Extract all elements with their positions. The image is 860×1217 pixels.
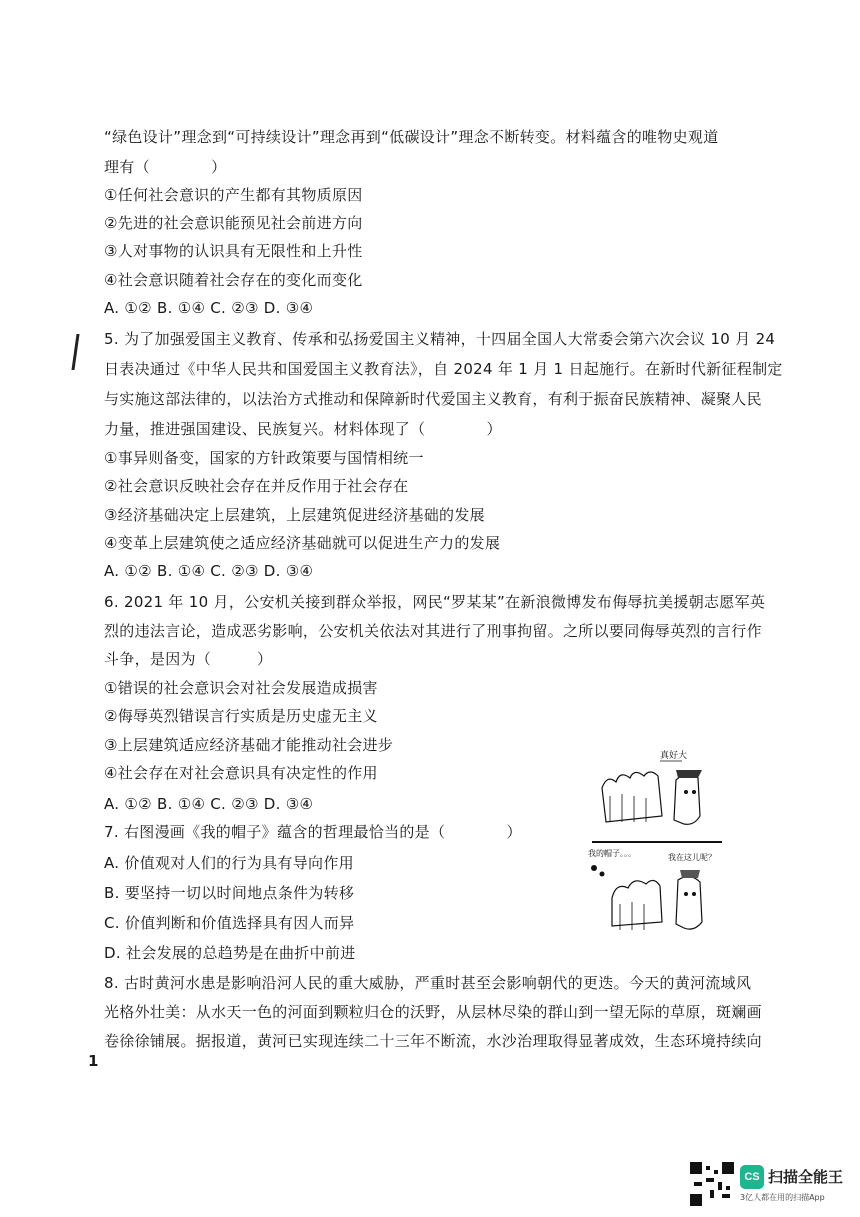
text-line: ①事异则备变，国家的方针政策要与国情相统一 <box>104 449 424 467</box>
text-line: 力量，推进强国建设、民族复兴。材料体现了（ ） <box>104 420 502 438</box>
text-line: ②社会意识反映社会存在并反作用于社会存在 <box>104 477 409 495</box>
margin-mark <box>71 334 79 370</box>
text-line: 理有（ ） <box>104 158 227 176</box>
text-line: ③人对事物的认识具有无限性和上升性 <box>104 242 363 260</box>
text-line: ③经济基础决定上层建筑，上层建筑促进经济基础的发展 <box>104 506 485 524</box>
text-line: ④社会意识随着社会存在的变化而变化 <box>104 271 363 289</box>
camscanner-brand: 扫描全能王 <box>768 1168 844 1186</box>
text-line: 6. 2021 年 10 月，公安机关接到群众举报，网民“罗某某”在新浪微博发布侮辱抗美援朝志愿军英 <box>104 593 766 611</box>
text-line: 7. 右图漫画《我的帽子》蕴含的哲理最恰当的是（ ） <box>104 823 522 841</box>
comic-bubble-right: 我在这儿呢？ <box>668 853 716 862</box>
text-line: ④变革上层建筑使之适应经济基础就可以促进生产力的发展 <box>104 534 501 552</box>
cartoon-my-hat <box>582 748 732 948</box>
text-line: A. ①② B. ①④ C. ②③ D. ③④ <box>104 562 314 580</box>
camscanner-tagline: 3亿人都在用的扫描App <box>740 1193 825 1202</box>
text-line: ④社会存在对社会意识具有决定性的作用 <box>104 764 378 782</box>
text-line: 5. 为了加强爱国主义教育、传承和弘扬爱国主义精神，十四届全国人大常委会第六次会议 10 月 24 <box>104 330 776 348</box>
page-number: 1 <box>88 1052 99 1070</box>
camscanner-logo: CS <box>740 1165 764 1189</box>
comic-bubble-top: 真好大 <box>660 750 688 760</box>
text-line: 日表决通过《中华人民共和国爱国主义教育法》，自 2024 年 1 月 1 日起施行。在新时代新征程制定 <box>104 360 783 378</box>
text-line: ②侮辱英烈错误言行实质是历史虚无主义 <box>104 707 378 725</box>
text-line: “绿色设计”理念到“可持续设计”理念再到“低碳设计”理念不断转变。材料蕴含的唯物史观道 <box>104 128 719 146</box>
text-line: D. 社会发展的总趋势是在曲折中前进 <box>104 944 356 962</box>
text-line: B. 要坚持一切以时间地点条件为转移 <box>104 884 355 902</box>
text-line: A. ①② B. ①④ C. ②③ D. ③④ <box>104 795 314 813</box>
text-line: A. 价值观对人们的行为具有导向作用 <box>104 854 354 872</box>
text-line: 卷徐徐铺展。据报道，黄河已实现连续二十三年不断流，水沙治理取得显著成效，生态环境持续向 <box>104 1032 762 1050</box>
text-line: 与实施这部法律的，以法治方式推动和保障新时代爱国主义教育，有利于振奋民族精神、凝聚人民 <box>104 390 762 408</box>
text-line: 斗争，是因为（ ） <box>104 650 273 668</box>
text-line: ①错误的社会意识会对社会发展造成损害 <box>104 679 378 697</box>
text-line: A. ①② B. ①④ C. ②③ D. ③④ <box>104 299 314 317</box>
text-line: 光格外壮美：从水天一色的河面到颗粒归仓的沃野，从层林尽染的群山到一望无际的草原，斑斓画 <box>104 1003 762 1021</box>
text-line: 烈的违法言论，造成恶劣影响，公安机关依法对其进行了刑事拘留。之所以要同侮辱英烈的言行作 <box>104 622 762 640</box>
qr-code-icon <box>690 1162 734 1206</box>
text-line: ②先进的社会意识能预见社会前进方向 <box>104 214 363 232</box>
text-line: C. 价值判断和价值选择具有因人而异 <box>104 914 355 932</box>
text-line: 8. 古时黄河水患是影响沿河人民的重大威胁，严重时甚至会影响朝代的更迭。今天的黄河流域风 <box>104 974 752 992</box>
comic-bubble-left: 我的帽子。。。 <box>588 849 636 858</box>
text-line: ③上层建筑适应经济基础才能推动社会进步 <box>104 736 394 754</box>
text-line: ①任何社会意识的产生都有其物质原因 <box>104 186 363 204</box>
